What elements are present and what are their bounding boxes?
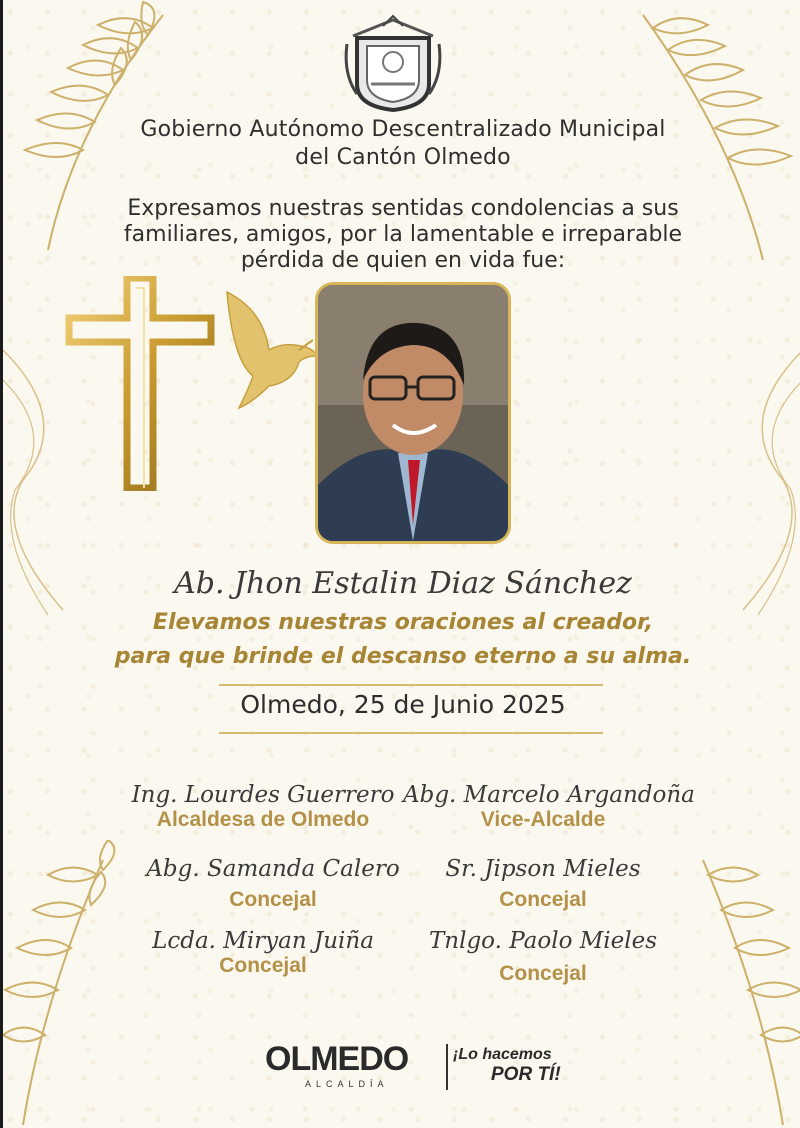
slogan-line2: POR TÍ!: [491, 1064, 561, 1085]
dove-icon: [223, 290, 319, 410]
message-line3: pérdida de quien en vida fue:: [240, 248, 566, 273]
signatory: [123, 928, 403, 978]
signatory-role: Concejal: [219, 954, 307, 977]
signatory-role: Concejal: [499, 888, 587, 911]
portrait-photo: [315, 282, 511, 544]
condolence-message: [73, 196, 733, 274]
signatory-role: Vice-Alcalde: [480, 808, 606, 831]
signatory-role: Concejal: [229, 888, 317, 911]
portrait-image: [318, 285, 508, 541]
divider-top: [219, 684, 603, 686]
signatory: [403, 928, 683, 986]
signatory: [403, 782, 695, 832]
olmedo-logo: [265, 1040, 445, 1089]
prayer-line1: Elevamos nuestras oraciones al creador,: [152, 610, 654, 635]
cross-icon: [65, 276, 215, 491]
municipal-crest-icon: [343, 14, 443, 114]
signatory: [403, 856, 683, 912]
signatory-name: Tnlgo. Paolo Mieles: [428, 928, 658, 954]
slogan: [453, 1046, 583, 1086]
decorative-swirl: [733, 340, 800, 620]
prayer-text: [83, 606, 723, 674]
logo-subtitle: ALCALDÍA: [305, 1079, 389, 1089]
government-title-line2: del Cantón Olmedo: [295, 145, 511, 170]
signatory-name: Abg. Samanda Calero: [146, 856, 400, 882]
signatory: [133, 856, 413, 912]
signatory-name: Abg. Marcelo Argandoña: [403, 782, 695, 808]
prayer-line2: para que brinde el descanso eterno a su alma.: [114, 644, 692, 669]
slogan-line1: ¡Lo hacemos: [453, 1046, 552, 1063]
olive-branch-icon: [3, 840, 133, 1128]
signatory-name: Ing. Lourdes Guerrero: [131, 782, 395, 808]
divider-bottom: [219, 732, 603, 734]
deceased-name: Ab. Jhon Estalin Diaz Sánchez: [174, 566, 632, 601]
logo-wordmark: OLMEDO: [265, 1040, 409, 1078]
message-line2: familiares, amigos, por la lamentable e irreparable: [123, 222, 683, 247]
signatory-role: Alcaldesa de Olmedo: [156, 808, 370, 831]
government-title: [83, 116, 723, 172]
olive-branch-icon: [673, 840, 800, 1128]
signatory-name: Lcda. Miryan Juiña: [152, 928, 374, 954]
date-line: Olmedo, 25 de Junio 2025: [240, 690, 566, 719]
signatory-role: Concejal: [499, 962, 587, 985]
logo-divider: [446, 1044, 448, 1090]
message-line1: Expresamos nuestras sentidas condolencias a sus: [127, 196, 679, 221]
government-title-line1: Gobierno Autónomo Descentralizado Municipal: [140, 117, 666, 142]
signatory-name: Sr. Jipson Mieles: [445, 856, 641, 882]
signatory: [123, 782, 403, 832]
